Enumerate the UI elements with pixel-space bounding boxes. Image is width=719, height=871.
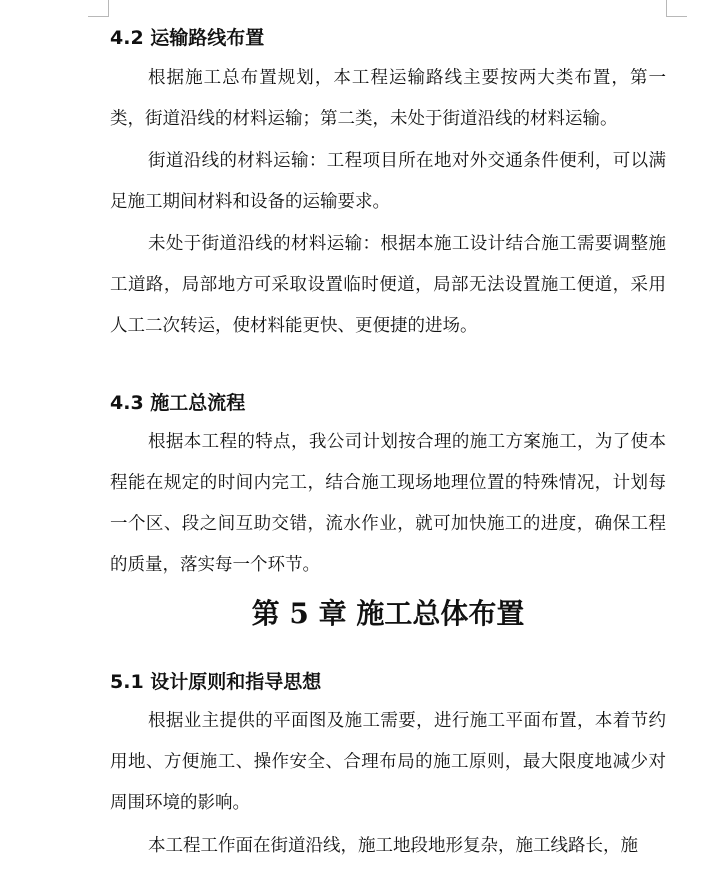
heading-4-3: 4.3 施工总流程 (110, 392, 246, 414)
heading-5-1: 5.1 设计原则和指导思想 (110, 671, 322, 693)
paragraph-5-1-1: 根据业主提供的平面图及施工需要，进行施工平面布置，本着节约用地、方便施工、操作安全、合理布局的施工原则，最大限度地减少对周围环境的影响。 (110, 711, 666, 813)
chapter-title: 第 5 章 施工总体布置 (251, 597, 525, 630)
crop-mark-top-left (88, 0, 109, 17)
paragraph-5-1-2: 本工程工作面在街道沿线，施工地段地形复杂，施工线路长，施 (148, 836, 638, 856)
crop-mark-top-right (666, 0, 687, 17)
paragraph-4-2-3: 未处于街道沿线的材料运输：根据本施工设计结合施工需要调整施工道路，局部地方可采取设置临时便道，局部无法设置施工便道，采用人工二次转运，使材料能更快、更便捷的进场。 (110, 234, 666, 336)
heading-4-2: 4.2 运输路线布置 (110, 27, 265, 49)
paragraph-4-2-1: 根据施工总布置规划，本工程运输路线主要按两大类布置，第一类，街道沿线的材料运输；第二类，未处于街道沿线的材料运输。 (110, 68, 666, 129)
paragraph-4-3-1: 根据本工程的特点，我公司计划按合理的施工方案施工，为了使本程能在规定的时间内完工，结合施工现场地理位置的特殊情况，计划每一个区、段之间互助交错，流水作业，就可加快施工的进度，确保工程的质量，落实每一个环节。 (110, 432, 666, 575)
paragraph-4-2-2: 街道沿线的材料运输：工程项目所在地对外交通条件便利，可以满足施工期间材料和设备的运输要求。 (110, 151, 666, 212)
